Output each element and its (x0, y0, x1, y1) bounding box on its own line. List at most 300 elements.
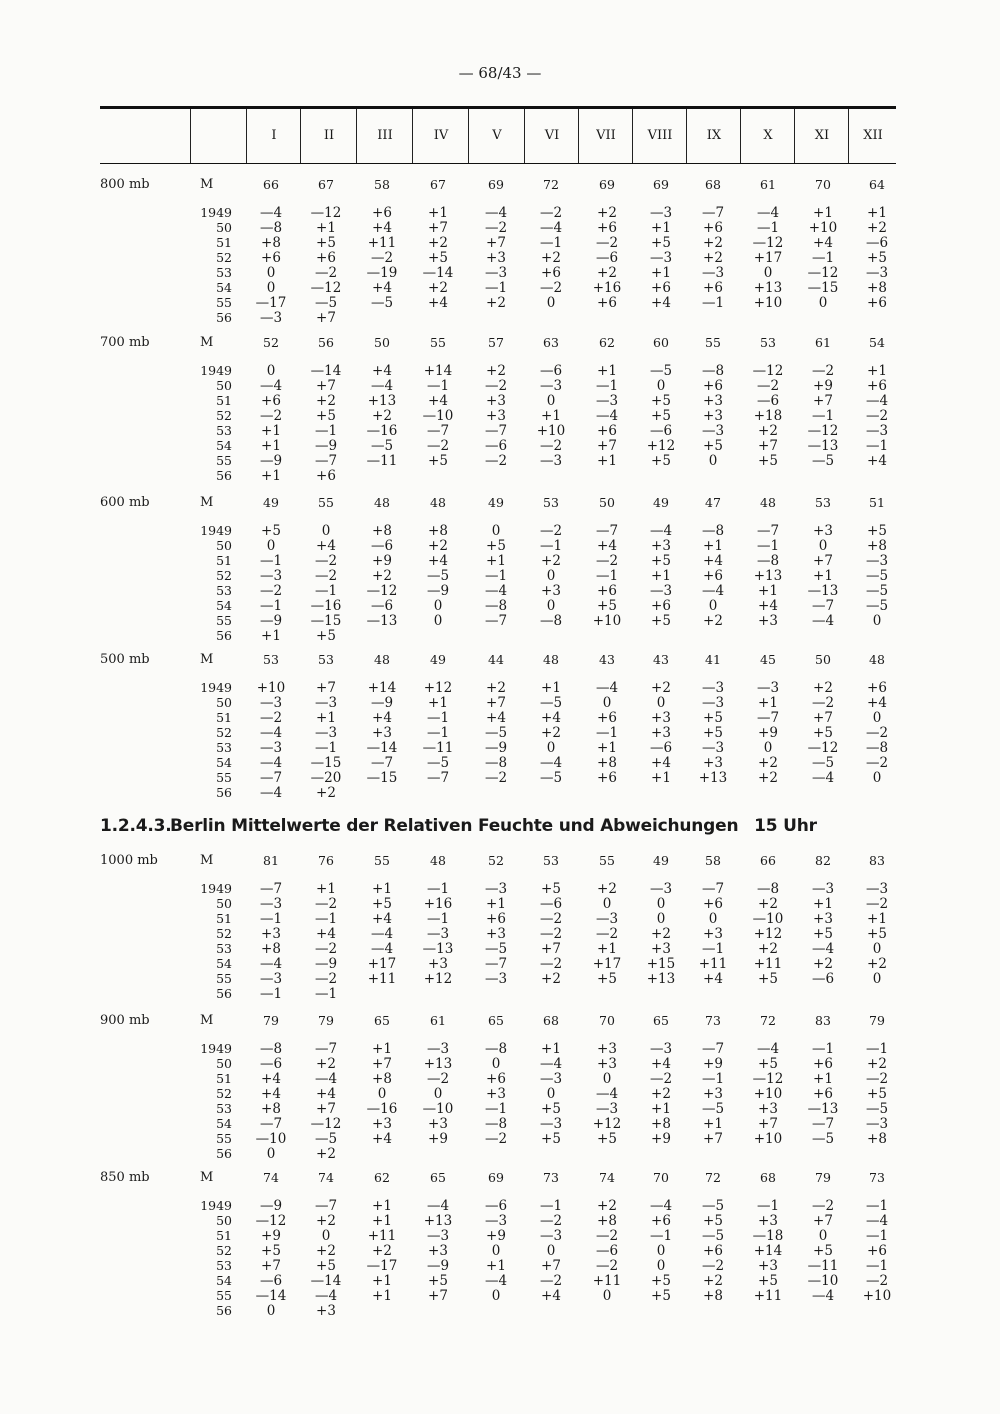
deviation-value: —5 (539, 770, 563, 786)
mean-value: 65 (653, 1013, 669, 1028)
deviation-value: +7 (372, 1056, 392, 1072)
deviation-value: —5 (811, 453, 835, 469)
deviation-value: —4 (484, 583, 508, 599)
deviation-value: +3 (703, 393, 723, 409)
deviation-value: +3 (486, 926, 506, 942)
deviation-value: +1 (486, 553, 506, 569)
deviation-value: —7 (811, 1116, 835, 1132)
deviation-value: +11 (698, 956, 728, 972)
deviation-value: —2 (370, 250, 394, 266)
deviation-value: +2 (597, 1198, 617, 1214)
deviation-value: —1 (865, 438, 889, 454)
deviation-value: 0 (266, 1303, 276, 1319)
deviation-value: —1 (484, 280, 508, 296)
deviation-value: —8 (539, 613, 563, 629)
deviation-value: +11 (753, 1288, 783, 1304)
deviation-value: —6 (595, 1243, 619, 1259)
year-label: 54 (216, 755, 232, 770)
deviation-value: +2 (428, 235, 448, 251)
pressure-level-label: 600 mb (100, 495, 150, 510)
deviation-value: —7 (426, 770, 450, 786)
deviation-value: +3 (703, 1086, 723, 1102)
deviation-value: —3 (701, 680, 725, 696)
deviation-value: +7 (428, 1288, 448, 1304)
deviation-value: —1 (259, 553, 283, 569)
deviation-value: +1 (541, 1041, 561, 1057)
deviation-value: +7 (316, 1101, 336, 1117)
mean-value: 55 (599, 853, 615, 868)
deviation-value: +5 (541, 1131, 561, 1147)
deviation-value: —3 (484, 1213, 508, 1229)
deviation-value: —14 (310, 363, 342, 379)
deviation-value: —1 (756, 1198, 780, 1214)
deviation-value: —4 (595, 680, 619, 696)
deviation-value: +1 (316, 710, 336, 726)
deviation-value: +10 (256, 680, 286, 696)
pressure-level-label: 800 mb (100, 177, 150, 192)
deviation-value: +2 (703, 613, 723, 629)
year-label: 1949 (200, 680, 232, 695)
deviation-value: +8 (372, 523, 392, 539)
deviation-value: —5 (811, 755, 835, 771)
deviation-value: —13 (807, 583, 839, 599)
deviation-value: +2 (813, 956, 833, 972)
deviation-value: —10 (422, 1101, 454, 1117)
deviation-value: —1 (314, 986, 338, 1002)
year-label: 52 (216, 250, 232, 265)
deviation-value: +4 (261, 1071, 281, 1087)
deviation-value: +5 (813, 1243, 833, 1259)
deviation-value: +3 (261, 926, 281, 942)
deviation-value: +2 (372, 1243, 392, 1259)
deviation-value: +6 (703, 378, 723, 394)
deviation-value: —1 (701, 941, 725, 957)
deviation-value: —10 (752, 911, 784, 927)
mean-value: 50 (374, 335, 390, 350)
mean-value: 76 (318, 853, 334, 868)
deviation-value: +2 (428, 538, 448, 554)
year-label: 56 (216, 986, 232, 1001)
deviation-value: +8 (597, 755, 617, 771)
deviation-value: 0 (708, 598, 718, 614)
deviation-value: +2 (813, 680, 833, 696)
mean-value: 69 (599, 177, 615, 192)
year-label: 1949 (200, 1198, 232, 1213)
deviation-value: +4 (813, 235, 833, 251)
deviation-value: +1 (261, 423, 281, 439)
deviation-value: +6 (703, 896, 723, 912)
deviation-value: +2 (486, 295, 506, 311)
year-label: 56 (216, 628, 232, 643)
deviation-value: —5 (865, 598, 889, 614)
deviation-value: —13 (807, 1101, 839, 1117)
deviation-value: +5 (758, 453, 778, 469)
mean-value: 48 (374, 652, 390, 667)
deviation-value: —3 (426, 1228, 450, 1244)
deviation-value: —7 (484, 423, 508, 439)
deviation-value: +6 (651, 598, 671, 614)
deviation-value: —16 (366, 423, 398, 439)
deviation-value: —1 (539, 1198, 563, 1214)
deviation-value: 0 (377, 1086, 387, 1102)
deviation-value: —2 (259, 710, 283, 726)
deviation-value: —2 (314, 896, 338, 912)
deviation-value: —7 (484, 956, 508, 972)
deviation-value: +5 (813, 725, 833, 741)
deviation-value: +6 (703, 568, 723, 584)
deviation-value: +8 (867, 280, 887, 296)
mean-value: 67 (430, 177, 446, 192)
year-label: 52 (216, 1243, 232, 1258)
deviation-value: —5 (701, 1228, 725, 1244)
deviation-value: —2 (595, 926, 619, 942)
deviation-value: 0 (321, 1228, 331, 1244)
deviation-value: 0 (872, 941, 882, 957)
deviation-value: —3 (756, 680, 780, 696)
deviation-value: —8 (484, 598, 508, 614)
deviation-value: —9 (259, 453, 283, 469)
pressure-level-label: 700 mb (100, 335, 150, 350)
deviation-value: +14 (753, 1243, 783, 1259)
year-label: 51 (216, 710, 232, 725)
deviation-value: +5 (651, 408, 671, 424)
deviation-value: —2 (865, 1071, 889, 1087)
mean-value: 43 (599, 652, 615, 667)
deviation-value: +6 (597, 295, 617, 311)
deviation-value: +3 (703, 408, 723, 424)
deviation-value: 0 (491, 523, 501, 539)
deviation-value: —4 (756, 1041, 780, 1057)
section-title: Berlin Mittelwerte der Relativen Feuchte und Abweichungen (170, 816, 739, 836)
year-label: 51 (216, 553, 232, 568)
deviation-value: +1 (813, 1071, 833, 1087)
deviation-value: —4 (595, 1086, 619, 1102)
year-label: 51 (216, 1071, 232, 1086)
deviation-value: +2 (316, 393, 336, 409)
deviation-value: +8 (597, 1213, 617, 1229)
deviation-value: +4 (651, 1056, 671, 1072)
deviation-value: +2 (758, 941, 778, 957)
deviation-value: —7 (370, 755, 394, 771)
deviation-value: —1 (595, 568, 619, 584)
deviation-value: 0 (818, 295, 828, 311)
mean-value: 53 (263, 652, 279, 667)
deviation-value: —7 (811, 598, 835, 614)
deviation-value: +1 (372, 1213, 392, 1229)
deviation-value: +8 (261, 1101, 281, 1117)
deviation-value: —4 (259, 205, 283, 221)
deviation-value: —4 (259, 785, 283, 801)
deviation-value: —3 (595, 1101, 619, 1117)
deviation-value: —1 (539, 235, 563, 251)
year-label: 50 (216, 220, 232, 235)
deviation-value: —2 (811, 1198, 835, 1214)
deviation-value: —14 (366, 740, 398, 756)
deviation-value: —8 (484, 755, 508, 771)
section-time: 15 Uhr (754, 816, 817, 836)
deviation-value: —3 (484, 881, 508, 897)
year-label: 1949 (200, 205, 232, 220)
mean-value: 49 (263, 495, 279, 510)
deviation-value: —4 (370, 926, 394, 942)
section-heading (100, 816, 817, 836)
deviation-value: +5 (703, 438, 723, 454)
deviation-value: +1 (651, 770, 671, 786)
deviation-value: —3 (484, 971, 508, 987)
deviation-value: —2 (539, 438, 563, 454)
deviation-value: —1 (259, 598, 283, 614)
deviation-value: +6 (316, 250, 336, 266)
mean-row-label: M (200, 177, 214, 192)
deviation-value: —2 (701, 1258, 725, 1274)
deviation-value: —3 (539, 378, 563, 394)
mean-value: 66 (760, 853, 776, 868)
deviation-value: +8 (261, 941, 281, 957)
year-label: 52 (216, 568, 232, 583)
mean-value: 68 (760, 1170, 776, 1185)
deviation-value: —2 (595, 1228, 619, 1244)
mean-value: 83 (869, 853, 885, 868)
header-month-12: XII (848, 109, 897, 163)
deviation-value: +2 (758, 896, 778, 912)
mean-value: 52 (488, 853, 504, 868)
deviation-value: +16 (423, 896, 453, 912)
deviation-value: —3 (259, 740, 283, 756)
mean-value: 79 (318, 1013, 334, 1028)
deviation-value: —1 (484, 568, 508, 584)
deviation-value: +2 (372, 408, 392, 424)
year-label: 56 (216, 1303, 232, 1318)
mean-value: 69 (488, 1170, 504, 1185)
deviation-value: +14 (423, 363, 453, 379)
deviation-value: +2 (316, 1213, 336, 1229)
deviation-value: —1 (426, 710, 450, 726)
deviation-value: —3 (259, 568, 283, 584)
deviation-value: +1 (428, 695, 448, 711)
deviation-value: +2 (541, 971, 561, 987)
deviation-value: +12 (753, 926, 783, 942)
deviation-value: +13 (753, 280, 783, 296)
year-label: 1949 (200, 363, 232, 378)
deviation-value: +5 (703, 1213, 723, 1229)
deviation-value: —3 (865, 423, 889, 439)
deviation-value: +2 (597, 265, 617, 281)
deviation-value: +11 (367, 235, 397, 251)
mean-value: 74 (318, 1170, 334, 1185)
mean-value: 49 (430, 652, 446, 667)
deviation-value: +4 (428, 295, 448, 311)
deviation-value: +1 (316, 881, 336, 897)
deviation-value: +4 (316, 538, 336, 554)
deviation-value: —1 (259, 986, 283, 1002)
deviation-value: —1 (756, 538, 780, 554)
deviation-value: +5 (428, 453, 448, 469)
deviation-value: —6 (259, 1273, 283, 1289)
deviation-value: +5 (758, 1273, 778, 1289)
deviation-value: +5 (597, 598, 617, 614)
deviation-value: —4 (314, 1288, 338, 1304)
deviation-value: 0 (872, 770, 882, 786)
deviation-value: —18 (752, 1228, 784, 1244)
deviation-value: +1 (758, 695, 778, 711)
mean-value: 55 (318, 495, 334, 510)
deviation-value: +6 (541, 265, 561, 281)
deviation-value: —9 (314, 956, 338, 972)
year-label: 54 (216, 1116, 232, 1131)
deviation-value: —10 (255, 1131, 287, 1147)
deviation-value: —12 (752, 1071, 784, 1087)
deviation-value: —5 (370, 438, 394, 454)
deviation-value: —12 (255, 1213, 287, 1229)
deviation-value: +1 (813, 568, 833, 584)
deviation-value: +2 (703, 235, 723, 251)
deviation-value: +5 (316, 408, 336, 424)
deviation-value: +9 (428, 1131, 448, 1147)
deviation-value: +1 (651, 1101, 671, 1117)
deviation-value: —7 (259, 770, 283, 786)
mean-value: 69 (488, 177, 504, 192)
header-month-1: I (246, 109, 301, 163)
deviation-value: 0 (546, 598, 556, 614)
deviation-value: —3 (539, 1116, 563, 1132)
deviation-value: +8 (372, 1071, 392, 1087)
deviation-value: +3 (372, 725, 392, 741)
year-label: 51 (216, 911, 232, 926)
page-number: — 68/43 — (458, 64, 542, 82)
year-label: 51 (216, 235, 232, 250)
year-label: 53 (216, 941, 232, 956)
deviation-value: —2 (539, 956, 563, 972)
deviation-value: +5 (758, 1056, 778, 1072)
deviation-value: —1 (426, 725, 450, 741)
deviation-value: +3 (758, 1258, 778, 1274)
mean-value: 55 (430, 335, 446, 350)
deviation-value: +7 (541, 1258, 561, 1274)
deviation-value: +8 (651, 1116, 671, 1132)
deviation-value: —3 (865, 553, 889, 569)
deviation-value: —12 (752, 363, 784, 379)
mean-value: 53 (543, 495, 559, 510)
deviation-value: +2 (372, 568, 392, 584)
deviation-value: +1 (867, 911, 887, 927)
deviation-value: —1 (426, 378, 450, 394)
deviation-value: —4 (259, 378, 283, 394)
deviation-value: —3 (811, 881, 835, 897)
mean-value: 64 (869, 177, 885, 192)
deviation-value: +2 (316, 1146, 336, 1162)
deviation-value: +13 (367, 393, 397, 409)
deviation-value: —2 (314, 265, 338, 281)
mean-value: 66 (263, 177, 279, 192)
mean-value: 56 (318, 335, 334, 350)
deviation-value: +10 (536, 423, 566, 439)
deviation-value: +3 (316, 1303, 336, 1319)
deviation-value: +5 (651, 613, 671, 629)
deviation-value: —2 (259, 408, 283, 424)
deviation-value: +6 (597, 770, 617, 786)
deviation-value: 0 (546, 295, 556, 311)
deviation-value: +3 (651, 710, 671, 726)
deviation-value: —10 (807, 1273, 839, 1289)
header-blank-cell (190, 109, 247, 163)
deviation-value: —4 (865, 1213, 889, 1229)
deviation-value: —4 (701, 583, 725, 599)
deviation-value: +2 (541, 250, 561, 266)
deviation-value: 0 (266, 538, 276, 554)
deviation-value: +2 (541, 553, 561, 569)
deviation-value: +17 (753, 250, 783, 266)
deviation-value: —7 (314, 453, 338, 469)
mean-value: 53 (318, 652, 334, 667)
mean-value: 72 (760, 1013, 776, 1028)
deviation-value: 0 (491, 1288, 501, 1304)
deviation-value: —1 (314, 911, 338, 927)
year-label: 53 (216, 583, 232, 598)
deviation-value: +9 (372, 553, 392, 569)
deviation-value: +1 (261, 628, 281, 644)
mean-value: 81 (263, 853, 279, 868)
deviation-value: —1 (649, 1228, 673, 1244)
deviation-value: —12 (310, 280, 342, 296)
deviation-value: +11 (753, 956, 783, 972)
deviation-value: +10 (862, 1288, 892, 1304)
deviation-value: —9 (370, 695, 394, 711)
deviation-value: +12 (423, 971, 453, 987)
deviation-value: +3 (541, 583, 561, 599)
deviation-value: +5 (651, 453, 671, 469)
year-label: 54 (216, 956, 232, 971)
header-month-4: IV (412, 109, 469, 163)
deviation-value: +13 (646, 971, 676, 987)
deviation-value: —1 (595, 378, 619, 394)
deviation-value: +6 (813, 1056, 833, 1072)
deviation-value: 0 (708, 911, 718, 927)
deviation-value: —2 (539, 926, 563, 942)
deviation-value: +11 (592, 1273, 622, 1289)
deviation-value: —1 (259, 911, 283, 927)
year-label: 55 (216, 971, 232, 986)
deviation-value: —3 (649, 205, 673, 221)
deviation-value: +1 (758, 583, 778, 599)
mean-value: 70 (653, 1170, 669, 1185)
deviation-value: +7 (486, 235, 506, 251)
pressure-level-label: 850 mb (100, 1170, 150, 1185)
deviation-value: +4 (316, 926, 336, 942)
deviation-value: —9 (484, 740, 508, 756)
mean-value: 54 (869, 335, 885, 350)
deviation-value: +6 (486, 1071, 506, 1087)
deviation-value: +6 (486, 911, 506, 927)
deviation-value: +7 (316, 378, 336, 394)
mean-value: 52 (263, 335, 279, 350)
deviation-value: 0 (656, 1258, 666, 1274)
deviation-value: —14 (255, 1288, 287, 1304)
year-label: 56 (216, 468, 232, 483)
deviation-value: +12 (423, 680, 453, 696)
deviation-value: —5 (426, 568, 450, 584)
deviation-value: +12 (592, 1116, 622, 1132)
year-label: 54 (216, 598, 232, 613)
deviation-value: 0 (656, 896, 666, 912)
deviation-value: +1 (428, 205, 448, 221)
deviation-value: —1 (701, 295, 725, 311)
deviation-value: 0 (818, 538, 828, 554)
deviation-value: +2 (758, 755, 778, 771)
deviation-value: —3 (314, 725, 338, 741)
deviation-value: +2 (703, 1273, 723, 1289)
deviation-value: +9 (486, 1228, 506, 1244)
deviation-value: —11 (422, 740, 454, 756)
